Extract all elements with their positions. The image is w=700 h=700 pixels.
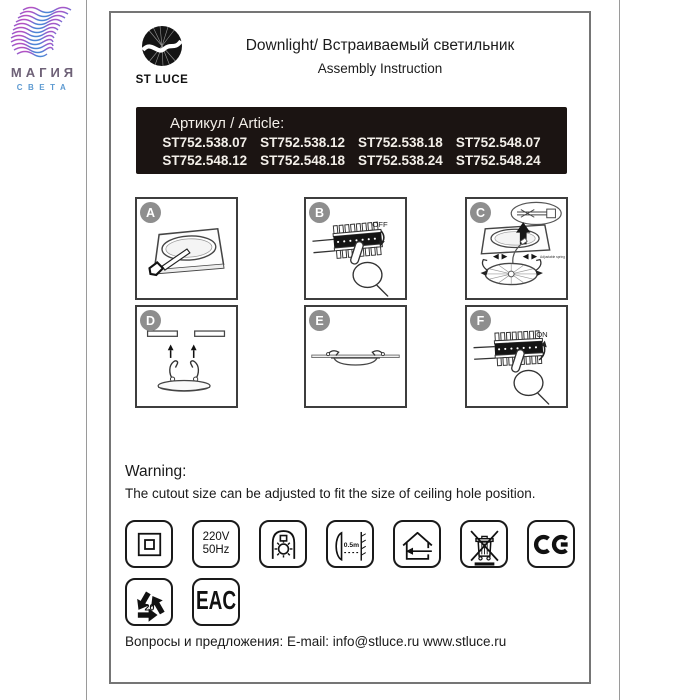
article-row [136,153,567,168]
ce-mark-icon [527,520,575,568]
step-badge: B [309,202,330,223]
step-panel-d [135,305,238,408]
article-number: ST752.548.18 [260,153,345,168]
stluce-wordmark: ST LUCE [135,74,189,86]
voltage-frequency-icon [192,520,240,568]
recycle-code-label: 20 [144,602,154,613]
document-title-block [181,37,579,76]
document-title: Downlight/ Встраиваемый светильник [245,37,515,54]
step-badge: A [140,202,161,223]
step-panel-a [135,197,238,300]
adjustable-spring-label: Adjustable spring [540,255,565,260]
class-ii-insulation-icon [125,520,173,568]
eac-mark-icon [192,578,240,626]
eac-label: EAC [195,587,237,616]
article-row [136,135,567,150]
instruction-sheet-frame [109,11,591,684]
step-panel-e [304,305,407,408]
right-fold-line [619,0,620,700]
indoor-use-icon [393,520,441,568]
recyclable-pap-20-icon [125,578,173,626]
article-number: ST752.538.07 [162,135,248,150]
waves-icon [9,6,79,58]
warning-block [125,463,536,501]
warning-title: Warning: [125,463,187,480]
warning-text: The cutout size can be adjusted to fit the size of ceiling hole position. [125,486,536,501]
distance-label: 0.5m [343,541,359,549]
step-panel-f [465,305,568,408]
article-number: ST752.548.24 [455,153,541,168]
weee-no-trash-icon [460,520,508,568]
article-label: Артикул / Article: [170,115,285,132]
voltage-label: 220V [202,531,230,543]
step-panel-b [304,197,407,300]
certification-icons-row-2 [125,578,240,626]
article-number: ST752.538.12 [260,135,345,150]
step-badge: C [470,202,491,223]
certification-icons-row [125,520,575,568]
on-label: ON [536,329,548,339]
step-badge: F [470,310,491,331]
stluce-circle-icon [141,25,183,67]
left-fold-line [86,0,87,700]
brand-name: МАГИЯ [10,65,78,80]
min-distance-icon [326,520,374,568]
brand-subname: СВЕТА [16,83,72,92]
document-subtitle: Assembly Instruction [317,61,443,76]
article-number: ST752.538.18 [358,135,443,150]
contact-line: Вопросы и предложения: E-mail: info@stluce.ru www.stluce.ru [125,634,507,649]
step-panel-c [465,197,568,300]
article-number: ST752.548.12 [162,153,248,168]
off-label: OFF [372,219,388,229]
article-number: ST752.538.24 [358,153,443,168]
step-badge: D [140,310,161,331]
magia-sveta-logo [6,6,82,92]
article-number: ST752.548.07 [455,135,541,150]
article-numbers-box [136,107,567,174]
frequency-label: 50Hz [202,544,230,556]
step-badge: E [309,310,330,331]
recessed-mounting-icon [259,520,307,568]
